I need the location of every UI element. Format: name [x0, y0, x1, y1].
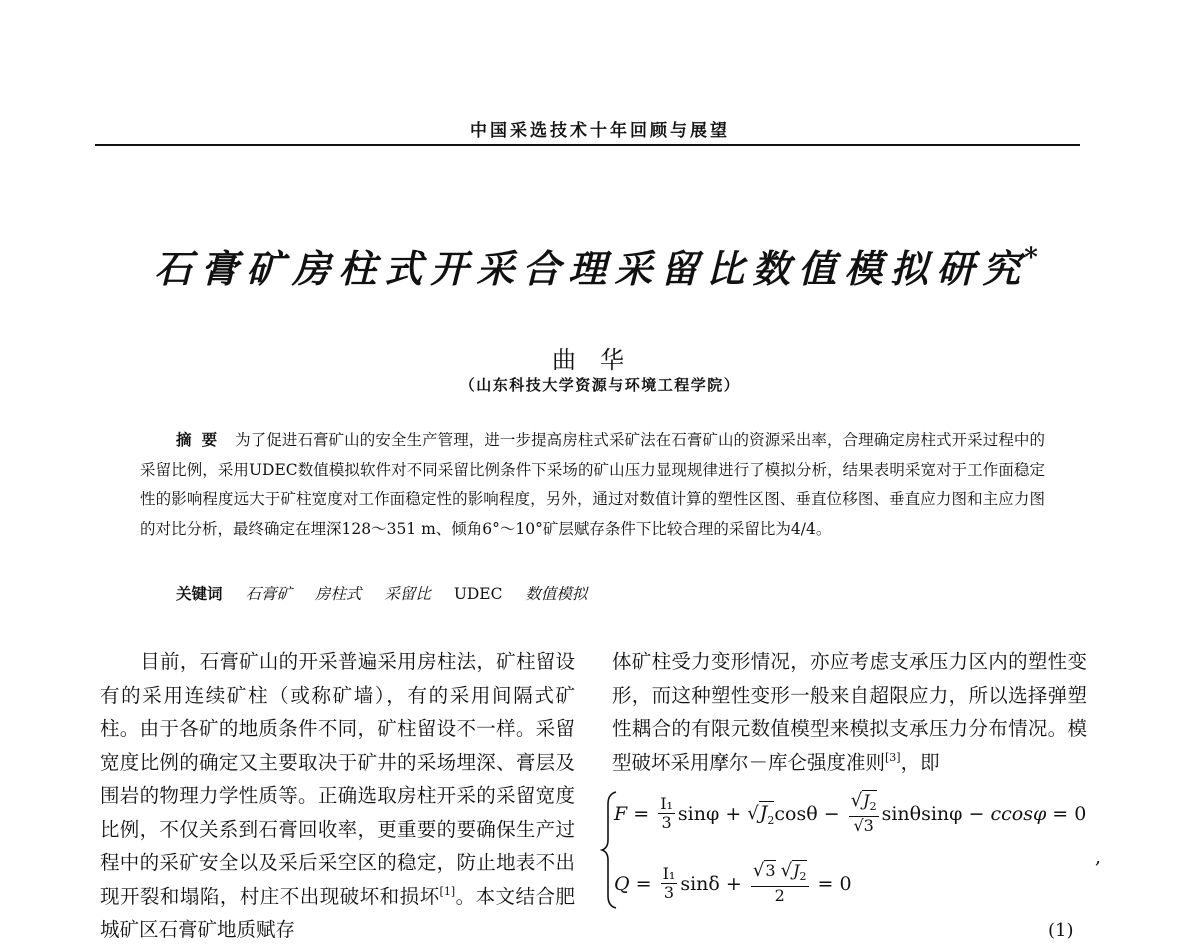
keyword: 数值模拟: [525, 585, 588, 603]
abstract: [140, 425, 1045, 544]
keyword: 石膏矿: [245, 585, 292, 603]
fraction: $\frac{\text{I₁}}{3}$: [660, 794, 673, 833]
keywords-label: 关键词: [176, 584, 223, 603]
running-header: 中国采选技术十年回顾与展望: [470, 121, 730, 141]
fraction: $\frac{\text{I₁}}{3}$: [662, 864, 676, 903]
equation-row-1: F = $\frac{\text{I₁}}{3}$ sinφ + √ $J_2$ cosθ − $\frac{√J_2}{√3}$ sinθsinφ − ccosφ = 0: [614, 790, 1087, 836]
equation-row-2: Q = $\frac{\text{I₁}}{3}$ sinδ + $\frac{√3 √J_2}{2}$ = 0: [614, 860, 852, 906]
fraction: $\frac{√J_2}{√3}$: [850, 790, 877, 836]
abstract-text: 为了促进石膏矿山的安全生产管理，进一步提高房柱式采矿法在石膏矿山的资源采出率，合理确定房柱式开采过程中的采留比例，采用UDEC数值模拟软件对不同采留比例条件下采场的矿山压力显现规律进行了模拟分析，结果表明采宽对于工作面稳定性的影响程度远大于矿柱宽度对工作面稳定性的影响程度，另外，通过对数值计算的塑性区图、垂直位移图、垂直应力图和主应力图的对比分析，最终确定在埋深128～351 m、倾角6°～10°矿层赋存条件下比较合理的采留比为4/4。: [140, 431, 1045, 538]
left-paragraph: 目前，石膏矿山的开采普遍采用房柱法，矿柱留设有的采用连续矿柱（或称矿墙），有的采用间隔式矿柱。由于各矿的地质条件不同，矿柱留设不一样。采留宽度比例的确定又主要取决于矿井的采场埋深、膏层及围岩的物理力学性质等。正确选取房柱开采的采留宽度比例，不仅关系到石膏回收率，更重要的要确保生产过程中的采矿安全以及采后采空区的稳定，防止地表不出现开裂和塌陷，村庄不出现破坏和损坏: [100, 650, 575, 908]
keyword: 房柱式: [314, 585, 362, 603]
body-left-column: [100, 645, 575, 947]
eq-symbol-f: F: [614, 802, 628, 825]
right-paragraph: 体矿柱受力变形情况，亦应考虑支承压力区内的塑性变形，而这种塑性变形一般来自超限应力，所以选择弹塑性耦合的有限元数值模型来模拟支承压力分布情况。模型破坏采用摩尔－库仑强度准则: [612, 650, 1087, 774]
citation-ref: [3]: [885, 750, 901, 764]
left-paragraph-tail: 。本文结合肥城矿区石膏矿地质赋存: [100, 884, 575, 941]
title-text: 石膏矿房柱式开采合理采留比数值模拟研究: [154, 246, 1029, 291]
title-footnote-mark: *: [1024, 243, 1046, 273]
citation-ref: [1]: [439, 884, 456, 898]
eq-symbol-q: Q: [614, 872, 630, 895]
body-right-column: [612, 645, 1087, 779]
author: 曲华: [552, 346, 648, 374]
abstract-label: 摘要: [176, 430, 228, 449]
header-rule: [95, 144, 1080, 146]
keyword: UDEC: [453, 585, 503, 603]
keywords: [176, 582, 1046, 604]
paper-title: [0, 238, 1200, 293]
equation-block: [600, 786, 1102, 916]
right-paragraph-tail: ，即: [900, 750, 940, 774]
equation-comma: ,: [1095, 846, 1102, 868]
fraction: $\frac{√3 √J_2}{2}$: [752, 860, 807, 906]
keyword: 采留比: [384, 585, 431, 603]
affiliation: （山东科技大学资源与环境工程学院）: [459, 376, 741, 394]
equation-number: (1): [1048, 920, 1074, 941]
